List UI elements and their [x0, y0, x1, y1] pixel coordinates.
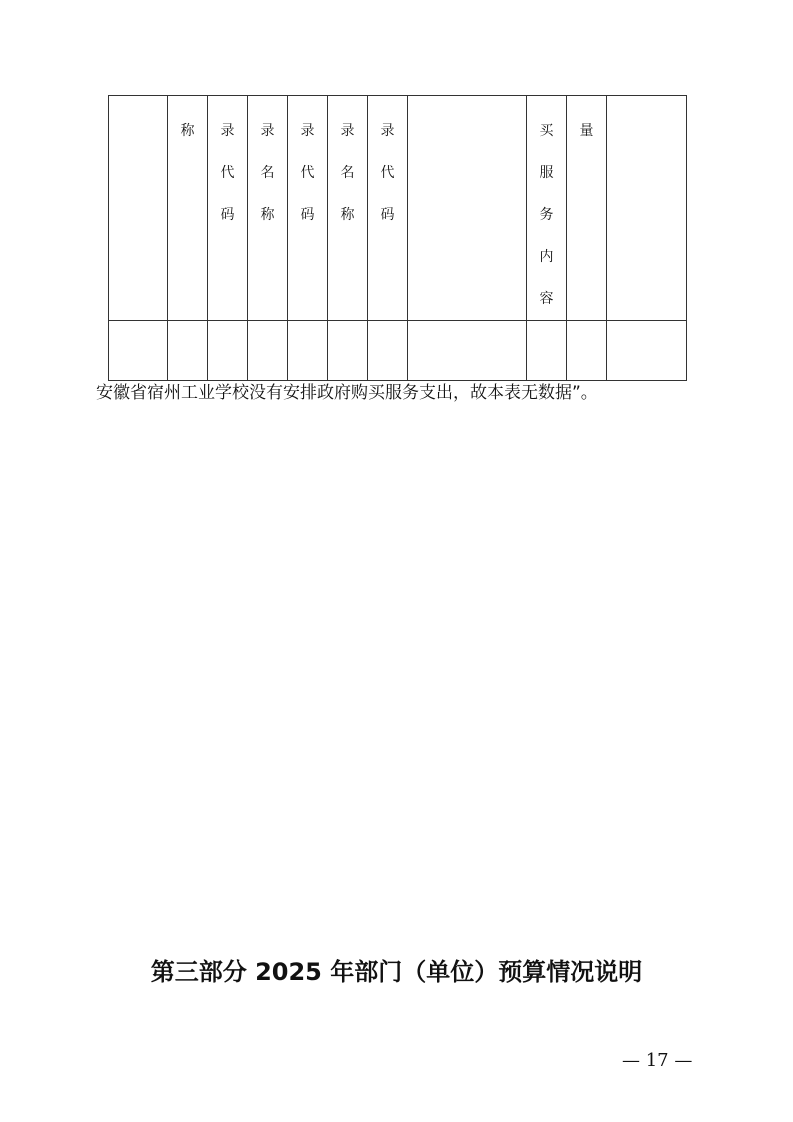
table-cell: [168, 321, 208, 381]
header-cell: [109, 96, 168, 321]
page-number: — 17 —: [622, 1050, 693, 1071]
purchase-services-table: [108, 95, 687, 381]
table-cell: [567, 321, 607, 381]
table-cell: [607, 321, 687, 381]
no-data-note: 安徽省宿州工业学校没有安排政府购买服务支出，故本表无数据”。: [96, 383, 598, 403]
header-cell: 录 代 码: [368, 96, 408, 321]
table-cell: [328, 321, 368, 381]
header-cell: 录 代 码: [208, 96, 248, 321]
table-cell: [109, 321, 168, 381]
table-cell: [368, 321, 408, 381]
table-header-row: [109, 96, 687, 321]
header-cell: 买 服 务 内 容: [527, 96, 567, 321]
section-title: 第三部分 2025 年部门（单位）预算情况说明: [150, 958, 643, 986]
header-cell: 录 名 称: [328, 96, 368, 321]
table-cell: [408, 321, 527, 381]
header-cell: [607, 96, 687, 321]
header-cell: 录 名 称: [248, 96, 288, 321]
table-empty-row: [109, 321, 687, 381]
header-cell: 量: [567, 96, 607, 321]
header-cell: 录 代 码: [288, 96, 328, 321]
table-cell: [527, 321, 567, 381]
table-cell: [288, 321, 328, 381]
table-cell: [248, 321, 288, 381]
table-cell: [208, 321, 248, 381]
header-cell: [408, 96, 527, 321]
header-cell: 称: [168, 96, 208, 321]
